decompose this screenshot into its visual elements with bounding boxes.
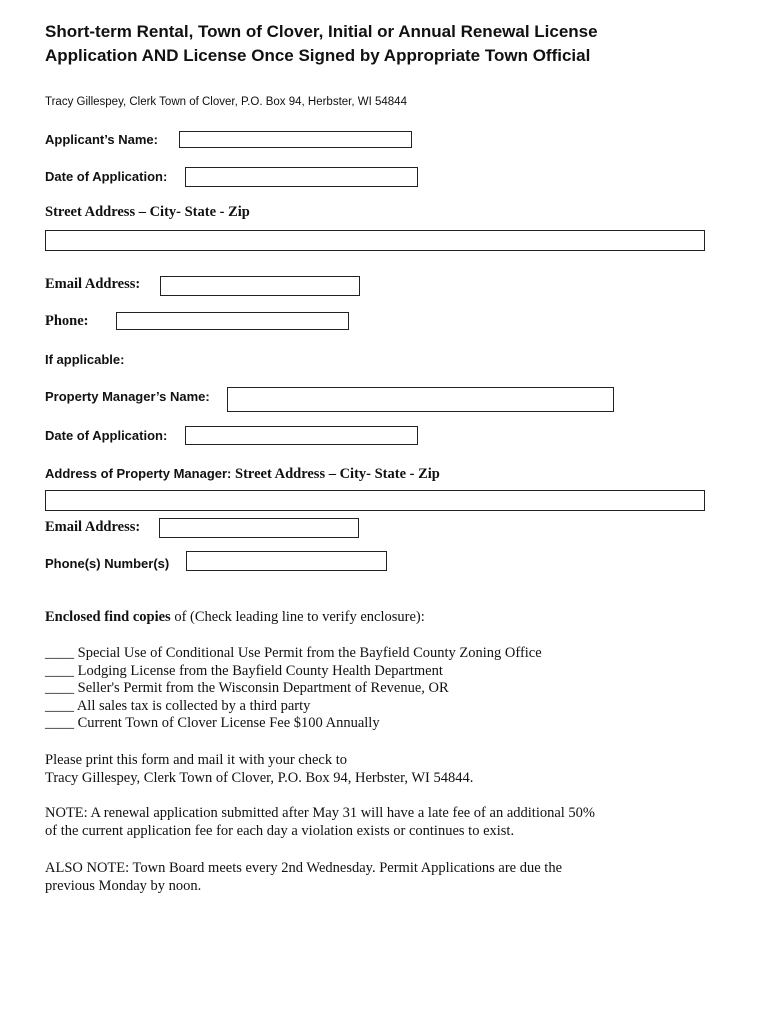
- enclosure-item-sellers-permit[interactable]: ____ Seller's Permit from the Wisconsin Department of Revenue, OR: [45, 680, 449, 696]
- manager-name-label: Property Manager’s Name:: [45, 389, 210, 404]
- enclosures-heading: [45, 609, 425, 627]
- manager-address-label: [45, 465, 440, 483]
- manager-address-label-prefix: Address of Property Manager:: [45, 466, 235, 481]
- applicant-email-label: Email Address:: [45, 276, 141, 292]
- title-line-2: Application AND License Once Signed by Appropriate Town Official: [45, 46, 591, 65]
- late-fee-note: [45, 805, 595, 840]
- manager-date-label: Date of Application:: [45, 428, 168, 443]
- manager-name-input[interactable]: [227, 387, 614, 412]
- applicant-phone-input[interactable]: [116, 312, 349, 330]
- enclosure-item-sales-tax[interactable]: ____ All sales tax is collected by a third party: [45, 697, 311, 714]
- title-line-1: Short-term Rental, Town of Clover, Initial or Annual Renewal License: [45, 22, 598, 41]
- enclosures-heading-rest: of (Check leading line to verify enclosure):: [170, 609, 425, 625]
- board-meeting-note: [45, 860, 562, 895]
- applicant-email-input[interactable]: [160, 276, 360, 296]
- enclosures-list: [45, 645, 542, 733]
- enclosure-item-zoning[interactable]: ____ Special Use of Conditional Use Permit from the Bayfield County Zoning Office: [45, 645, 542, 661]
- if-applicable-label: If applicable:: [45, 352, 125, 367]
- applicant-address-input[interactable]: [45, 230, 705, 251]
- manager-address-input[interactable]: [45, 490, 705, 511]
- enclosure-item-lodging[interactable]: ____ Lodging License from the Bayfield County Health Department: [45, 662, 443, 679]
- mail-line-2: Tracy Gillespey, Clerk Town of Clover, P.O. Box 94, Herbster, WI 54844.: [45, 769, 474, 786]
- mail-instructions: [45, 752, 473, 787]
- enclosures-heading-bold: Enclosed find copies: [45, 609, 171, 625]
- manager-phone-label: Phone(s) Number(s): [45, 556, 170, 571]
- manager-date-input[interactable]: [185, 426, 418, 445]
- manager-email-label: Email Address:: [45, 519, 141, 535]
- applicant-name-input[interactable]: [179, 131, 412, 148]
- manager-address-label-suffix: Street Address – City- State - Zip: [235, 466, 440, 482]
- also-line-1: ALSO NOTE: Town Board meets every 2nd Wednesday. Permit Applications are due the: [45, 860, 563, 876]
- applicant-date-label: Date of Application:: [45, 169, 168, 184]
- enclosure-item-license-fee[interactable]: ____ Current Town of Clover License Fee $100 Annually: [45, 715, 380, 731]
- mail-line-1: Please print this form and mail it with your check to: [45, 752, 348, 768]
- manager-email-input[interactable]: [159, 518, 359, 538]
- also-line-2: previous Monday by noon.: [45, 877, 202, 894]
- applicant-date-input[interactable]: [185, 167, 418, 187]
- note-line-1: NOTE: A renewal application submitted after May 31 will have a late fee of an additional 50%: [45, 805, 596, 821]
- applicant-phone-label: Phone:: [45, 313, 89, 329]
- applicant-address-label: Street Address – City- State - Zip: [45, 204, 250, 220]
- clerk-address: Tracy Gillespey, Clerk Town of Clover, P.O. Box 94, Herbster, WI 54844: [45, 96, 407, 108]
- manager-phone-input[interactable]: [186, 551, 387, 571]
- applicant-name-label: Applicant’s Name:: [45, 132, 158, 147]
- page-title: [45, 20, 745, 68]
- note-line-2: of the current application fee for each day a violation exists or continues to exist.: [45, 822, 515, 839]
